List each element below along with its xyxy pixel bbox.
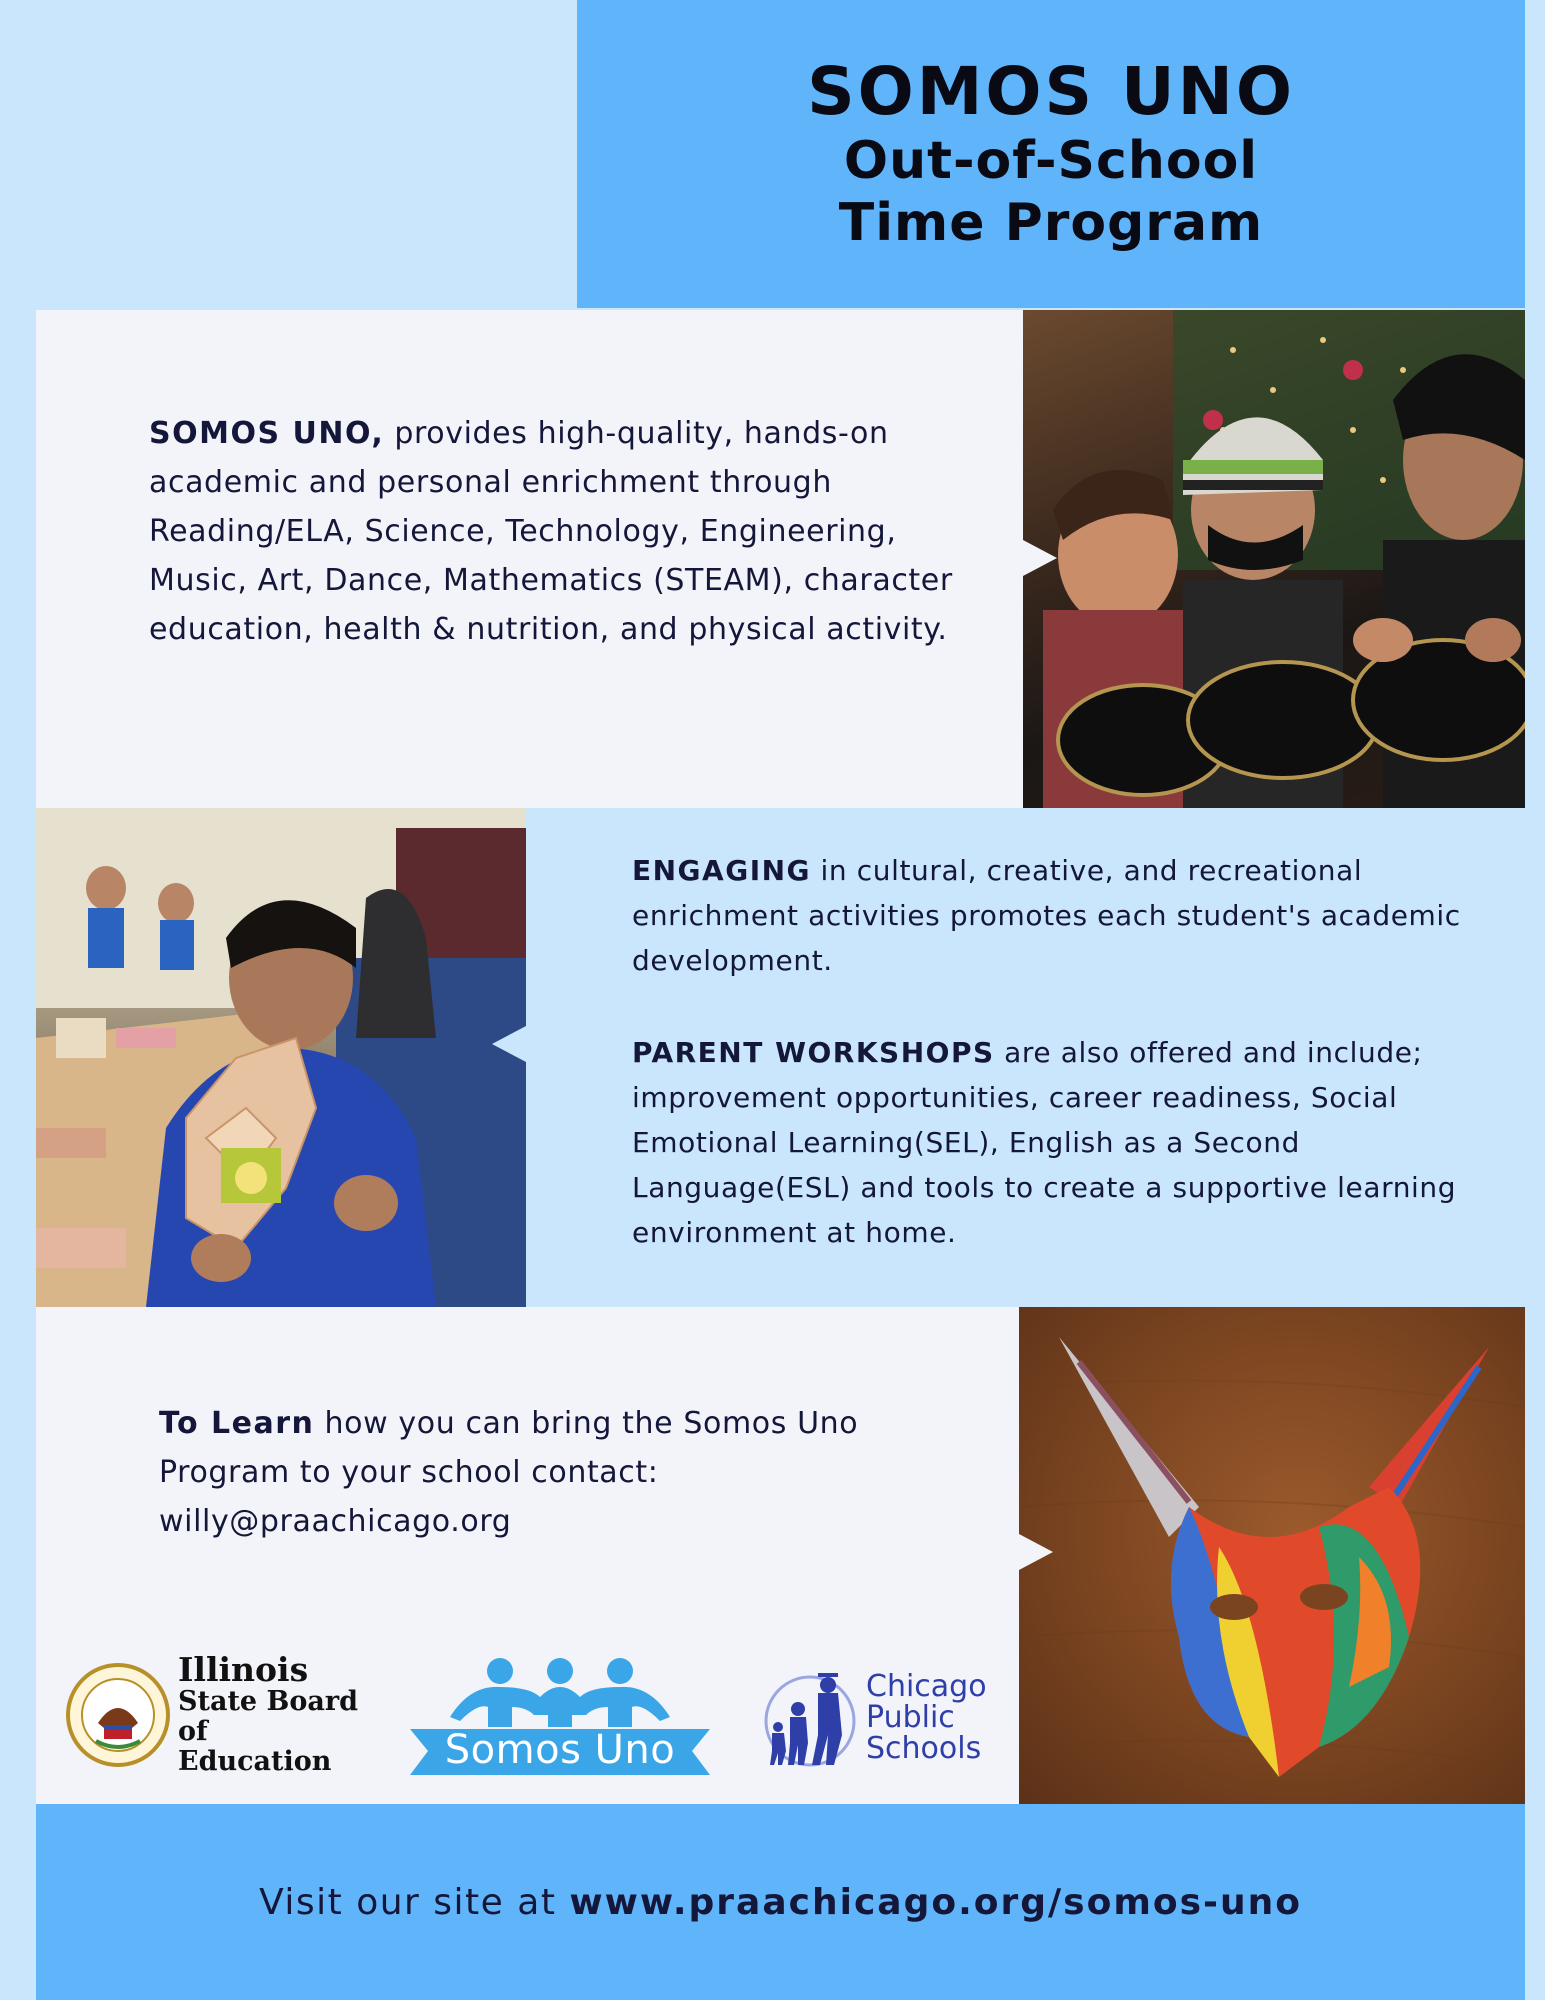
notch-arrow (492, 1026, 526, 1062)
learn-body: how you can bring the Somos Uno Program to your school contact: (159, 1406, 859, 1490)
page-title: SOMOS UNO (807, 52, 1295, 130)
intro-body: provides high-quality, hands-on academic and personal enrichment through Reading/ELA, Science, Technology, Engineering, Music, Art, Dance, Mathematics (STEAM), character education, health & nutrition, and physical activity. (149, 416, 953, 647)
cps-line1: Chicago (866, 1668, 987, 1704)
footer-url-link[interactable]: www.praachicago.org/somos-uno (569, 1881, 1302, 1923)
photo-painted-mask (1019, 1307, 1525, 1804)
notch-arrow (1023, 540, 1057, 576)
photo-student-with-craft (36, 808, 526, 1307)
parent-body: are also offered and include; improvement opportunities, career readiness, Social Emotional Learning(SEL), English as a Second Language(ESL) and tools to create a supportive learning environment at home. (632, 1036, 1457, 1249)
cps-line2: Public (866, 1699, 955, 1735)
isbe-line3: Education (178, 1746, 332, 1777)
page-subtitle-line1: Out-of-School (843, 130, 1259, 191)
chicago-public-schools-icon (762, 1665, 858, 1769)
isbe-logo (66, 1650, 376, 1777)
parent-lead: PARENT WORKSHOPS (632, 1036, 995, 1069)
somos-uno-name: Somos Uno (444, 1727, 676, 1773)
engaging-paragraph (632, 848, 1512, 983)
isbe-line2: State Board of (178, 1686, 358, 1747)
illinois-seal-icon (66, 1663, 170, 1767)
learn-paragraph (159, 1399, 999, 1546)
guitar-photo-illustration (1023, 310, 1525, 808)
parent-workshops-paragraph (632, 1030, 1512, 1255)
footer-prefix: Visit our site at (259, 1881, 570, 1923)
cps-line3: Schools (866, 1730, 982, 1766)
learn-lead: To Learn (159, 1406, 315, 1441)
isbe-name (178, 1650, 376, 1777)
notch-arrow (1019, 1534, 1053, 1570)
contact-email[interactable]: willy@praachicago.org (159, 1504, 512, 1539)
footer-text (259, 1882, 1302, 1923)
intro-paragraph (149, 409, 989, 654)
isbe-line1: Illinois (178, 1650, 309, 1689)
mask-photo-illustration (1019, 1307, 1525, 1804)
cps-logo (762, 1662, 1022, 1772)
engaging-lead: ENGAGING (632, 854, 812, 887)
somos-uno-logo (410, 1655, 710, 1780)
engaging-body: in cultural, creative, and recreational enrichment activities promotes each student's academic development. (632, 854, 1461, 977)
footer-banner (36, 1804, 1525, 2000)
intro-lead: SOMOS UNO, (149, 416, 385, 451)
header-banner (577, 0, 1525, 308)
cps-name (866, 1668, 987, 1766)
page-subtitle-line2: Time Program (838, 192, 1264, 253)
photo-students-playing-guitar (1023, 310, 1525, 808)
student-photo-illustration (36, 808, 526, 1307)
